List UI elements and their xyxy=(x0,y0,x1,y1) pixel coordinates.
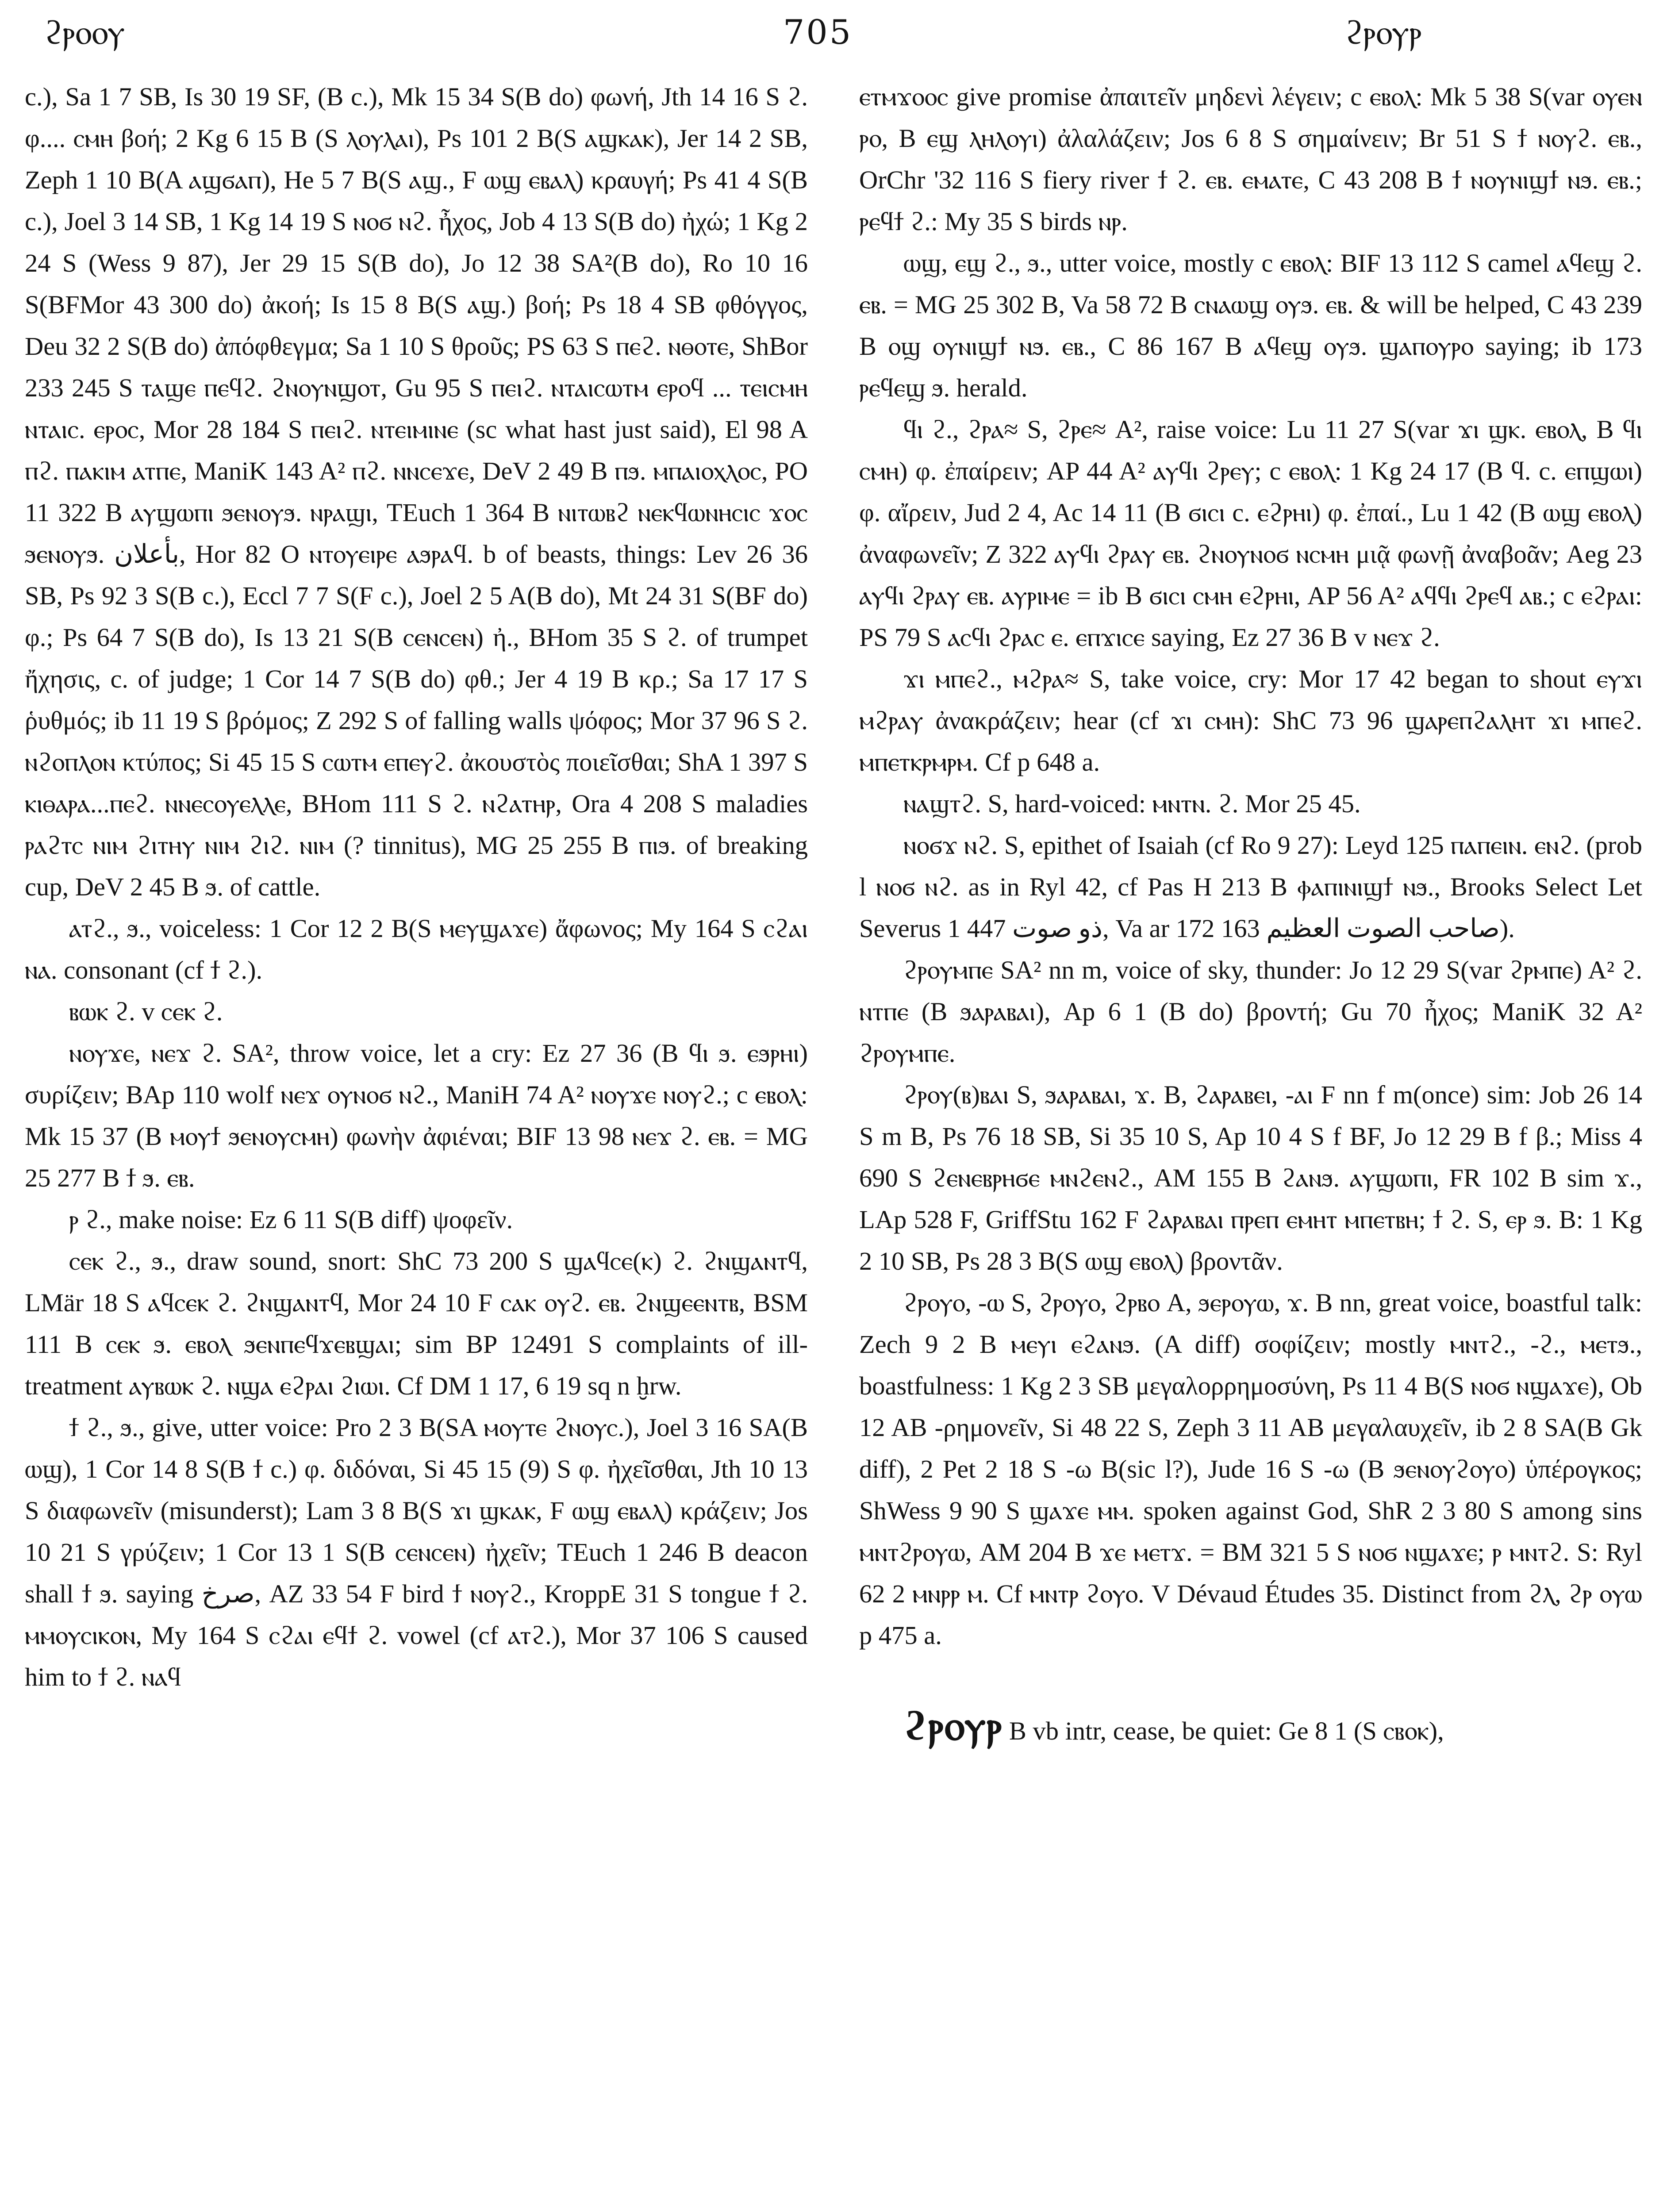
entry-paragraph: ⲣ ϩ., make noise: Ez 6 11 S(B diff) ψοφεῖν. xyxy=(69,1205,513,1234)
entry-definition: B vb intr, cease, be quiet: Ge 8 1 (S ⲥⲃⲟⲕ), xyxy=(1009,1717,1444,1745)
entry-paragraph: ⲥⲉⲕ ϩ., ϧ., draw sound, snort: ShC 73 200 S ϣⲁϥⲥⲉ(ⲕ) ϩ. ϩⲛϣⲁⲛⲧϥ, LMär 18 S ⲁϥⲥⲉⲕ ϩ. ϩⲛϣⲁⲛⲧϥ, Mor 24 10 F ⲥⲁⲕ ⲟⲩϩ. ⲉⲃ. ϩⲛϣⲉⲉⲛⲧⲃ, BSM 111 B ⲥⲉⲕ ϧ. ⲉⲃⲟⲗ ϧⲉⲛⲡⲉϥϫⲉⲃϣⲁⲓ; sim BP 12491 S complaints of ill-treatment ⲁⲩⲃⲱⲕ ϩ. ⲛϣⲁ ⲉϩⲣⲁⲓ ϩⲓⲱⲓ. Cf DM 1 17, 6 19 sq n ḫrw. xyxy=(25,1247,808,1400)
entry-paragraph: ϩⲣⲟⲩⲙⲡⲉ SA² nn m, voice of sky, thunder: Jo 12 29 S(var ϩⲣⲙⲡⲉ) A² ϩ. ⲛⲧⲡⲉ (B ϧⲁⲣⲁⲃⲁⲓ), Ap 6 1 (B do) βροντή; Gu 70 ἦχος; ManiK 32 A² ϩⲣⲟⲩⲙⲡⲉ. xyxy=(859,956,1642,1068)
entry-paragraph: ϩⲣⲟⲩ(ⲃ)ⲃⲁⲓ S, ϧⲁⲣⲁⲃⲁⲓ, ϫ. B, ϩⲁⲣⲁⲃⲉⲓ, -ⲁⲓ F nn f m(once) sim: Job 26 14 S m B, Ps 76 18 SB, Si 35 10 S, Ap 10 4 S f BF, Jo 12 29 B f β.; Miss 4 690 S ϩⲉⲛⲉⲃⲣⲏϭⲉ ⲙⲛϩⲉⲛϩ., AM 155 B ϩⲁⲛϧ. ⲁⲩϣⲱⲡⲓ, FR 102 B sim ϫ., LAp 528 F, GriffStu 162 F ϩⲁⲣⲁⲃⲁⲓ ⲡⲣⲉⲡ ⲉⲙⲏⲧ ⲙⲡⲉⲧⲃⲏ; ϯ ϩ. S, ⲉⲣ ϧ. B: 1 Kg 2 10 SB, Ps 28 3 B(S ⲱϣ ⲉⲃⲟⲗ) βροντᾶν. xyxy=(859,1080,1642,1275)
entry-paragraph: ⲛⲁϣⲧϩ. S, hard-voiced: ⲙⲛⲧⲛ. ϩ. Mor 25 45. xyxy=(903,789,1361,818)
entry-paragraph: ⲱϣ, ⲉϣ ϩ., ϧ., utter voice, mostly c ⲉⲃⲟⲗ: BIF 13 112 S camel ⲁϥⲉϣ ϩ. ⲉⲃ. = MG 25 302 B, Va 58 72 B ⲥⲛⲁⲱϣ ⲟⲩϧ. ⲉⲃ. & will be helped, C 43 239 B ⲟϣ ⲟⲩⲛⲓϣϯ ⲛϧ. ⲉⲃ., C 86 167 B ⲁϥⲉϣ ⲟⲩϧ. ϣⲁⲡⲟⲩⲣⲟ saying; ib 173 ⲣⲉϥⲉϣ ϧ. herald. xyxy=(859,249,1642,402)
entry-paragraph: ϥⲓ ϩ., ϩⲣⲁ≈ S, ϩⲣⲉ≈ A², raise voice: Lu 11 27 S(var ϫⲓ ϣⲕ. ⲉⲃⲟⲗ, B ϥⲓ ⲥⲙⲏ) φ. ἐπαίρειν; AP 44 A² ⲁⲩϥⲓ ϩⲣⲉⲩ; c ⲉⲃⲟⲗ: 1 Kg 24 17 (B ϥ. c. ⲉⲡϣⲱⲓ) φ. αἴρειν, Jud 2 4, Ac 14 11 (B ϭⲓⲥⲓ c. ⲉϩⲣⲏⲓ) φ. ἐπαί., Lu 1 42 (B ⲱϣ ⲉⲃⲟⲗ) ἀναφωνεῖν; Z 322 ⲁⲩϥⲓ ϩⲣⲁⲩ ⲉⲃ. ϩⲛⲟⲩⲛⲟϭ ⲛⲥⲙⲏ μιᾷ φωνῇ ἀναβοᾶν; Aeg 23 ⲁⲩϥⲓ ϩⲣⲁⲩ ⲉⲃ. ⲁⲩⲣⲓⲙⲉ = ib B ϭⲓⲥⲓ ⲥⲙⲏ ⲉϩⲣⲏⲓ, AP 56 A² ⲁϥϥⲓ ϩⲣⲉϥ ⲁⲃ.; c ⲉϩⲣⲁⲓ: PS 79 S ⲁⲥϥⲓ ϩⲣⲁⲥ ⲉ. ⲉⲡϫⲓⲥⲉ saying, Ez 27 36 B v ⲛⲉϫ ϩ. xyxy=(859,415,1642,652)
entry-paragraph: c.), Sa 1 7 SB, Is 30 19 SF, (B c.), Mk 15 34 S(B do) φωνή, Jth 14 16 S ϩ. φ.... ⲥⲙⲏ βοή; 2 Kg 6 15 B (S ⲗⲟⲩⲗⲁⲓ), Ps 101 2 B(S ⲁϣⲕⲁⲕ), Jer 14 2 SB, Zeph 1 10 B(A ⲁϣϭⲁⲡ), He 5 7 B(S ⲁϣ., F ⲱϣ ⲉⲃⲁⲗ) κραυγή; Ps 41 4 S(B c.), Joel 3 14 SB, 1 Kg 14 19 S ⲛⲟϭ ⲛϩ. ἦχος, Job 4 13 S(B do) ἠχώ; 1 Kg 2 24 S (Wess 9 87), Jer 29 15 S(B do), Jo 12 38 SA²(B do), Ro 10 16 S(BFMor 43 300 do) ἀκοή; Is 15 8 B(S ⲁϣ.) βοή; Ps 18 4 SB φθόγγος, Deu 32 2 S(B do) ἀπόφθεγμα; Sa 1 10 S θροῦς; PS 63 S ⲡⲉϩ. ⲛⲑⲟⲧⲉ, ShBor 233 245 S ⲧⲁϣⲉ ⲡⲉϥϩ. ϩⲛⲟⲩⲛϣⲟⲧ, Gu 95 S ⲡⲉⲓϩ. ⲛⲧⲁⲓⲥⲱⲧⲙ ⲉⲣⲟϥ ... ⲧⲉⲓⲥⲙⲏ ⲛⲧⲁⲓⲥ. ⲉⲣⲟⲥ, Mor 28 184 S ⲡⲉⲓϩ. ⲛⲧⲉⲓⲙⲓⲛⲉ (sc what hast just said), El 98 A ⲡϩ. ⲡⲁⲕⲓⲙ ⲁⲧⲡⲉ, ManiK 143 A² ⲡϩ. ⲛⲛⲥⲉϫⲉ, DeV 2 49 B ⲡϧ. ⲙⲡⲁⲓⲟⲭⲗⲟⲥ, PO 11 322 B ⲁⲩϣⲱⲡⲓ ϧⲉⲛⲟⲩϧ. ⲛⲣⲁϣⲓ, TEuch 1 364 B ⲛⲓⲧⲱⲃϩ ⲛⲉⲕϥⲱⲛⲏⲥⲓⲥ ϫⲟⲥ ϧⲉⲛⲟⲩϧ. بأعلان, Hor 82 O ⲛⲧⲟⲩⲉⲓⲣⲉ ⲁϧⲣⲁϥ. b of beasts, things: Lev 26 36 SB, Ps 92 3 S(B c.), Eccl 7 7 S(F c.), Joel 2 5 A(B do), Mt 24 31 S(BF do) φ.; Ps 64 7 S(B do), Is 13 21 S(B ⲥⲉⲛⲥⲉⲛ) ἠ., BHom 35 S ϩ. of trumpet ἤχησις, c. of judge; 1 Cor 14 7 S(B do) φθ.; Jer 4 19 B κρ.; Sa 17 17 S ῥυθμός; ib 11 19 S βρόμος; Z 292 S of falling walls ψόφος; Mor 37 96 S ϩ. ⲛϩⲟⲡⲗⲟⲛ κτύπος; Si 45 15 S ⲥⲱⲧⲙ ⲉⲡⲉⲩϩ. ἀκουστὸς ποιεῖσθαι; ShA 1 397 S ⲕⲓⲑⲁⲣⲁ...ⲡⲉϩ. ⲛⲛⲉⲥⲟⲩⲉⲗⲗⲉ, BHom 111 S ϩ. ⲛϩⲁⲧⲏⲣ, Ora 4 208 S maladies ⲣⲁϩⲧⲥ ⲛⲓⲙ ϩⲓⲧⲏⲩ ⲛⲓⲙ ϩⲓϩ. ⲛⲓⲙ (? tinnitus), MG 25 255 B ⲡⲓϧ. of breaking cup, DeV 2 45 B ϧ. of cattle. xyxy=(25,82,808,901)
entry-paragraph: ϩⲣⲟⲩⲟ, -ⲱ S, ϩⲣⲟⲩⲟ, ϩⲣⲃⲟ A, ϧⲉⲣⲟⲩⲱ, ϫ. B nn, great voice, boastful talk: Zech 9 2 B ⲙⲉⲩⲓ ⲉϩⲁⲛϧ. (A diff) σοφίζειν; mostly ⲙⲛⲧϩ., -ϩ., ⲙⲉⲧϧ., boastfulness: 1 Kg 2 3 SB μεγαλορρημοσύνη, Ps 11 4 B(S ⲛⲟϭ ⲛϣⲁϫⲉ), Ob 12 AB -ρημονεῖν, Si 48 22 S, Zeph 3 11 AB μεγαλαυχεῖν, ib 2 8 SA(B Gk diff), 2 Pet 2 18 S -ω B(sic l?), Jude 16 S -ω (B ϧⲉⲛⲟⲩϩⲟⲩⲟ) ὑπέρογκος; ShWess 9 90 S ϣⲁϫⲉ ⲙⲙ. spoken against God, ShR 2 3 80 S among sins ⲙⲛⲧϩⲣⲟⲩⲱ, AM 204 B ϫⲉ ⲙⲉⲧϫ. = BM 321 5 S ⲛⲟϭ ⲛϣⲁϫⲉ; ⲣ ⲙⲛⲧϩ. S: Ryl 62 2 ⲙⲛⲣⲣ ⲙ. Cf ⲙⲛⲧⲣ ϩⲟⲩⲟ. V Dévaud Études 35. Distinct from ϩⲗ, ϩⲣ ⲟⲩⲱ p 475 a. xyxy=(859,1288,1642,1650)
entry-paragraph: ⲁⲧϩ., ϧ., voiceless: 1 Cor 12 2 B(S ⲙⲉⲩϣⲁϫⲉ) ἄφωνος; My 164 S ⲥϩⲁⲓ ⲛⲁ. consonant (cf ϯ ϩ.). xyxy=(25,914,808,984)
entry-paragraph: ⲛⲟϭϫ ⲛϩ. S, epithet of Isaiah (cf Ro 9 27): Leyd 125 ⲡⲁⲡⲉⲓⲛ. ⲉⲛϩ. (prob l ⲛⲟϭ ⲛϩ. as in Ryl 42, cf Pas H 213 B ⲫⲁⲡⲓⲛⲓϣϯ ⲛϧ., Brooks Select Let Severus 1 447 ذو صوت, Va ar 172 163 صاحب الصوت العظيم). xyxy=(859,831,1642,943)
entry-paragraph: ϫⲓ ⲙⲡⲉϩ., ⲙϩⲣⲁ≈ S, take voice, cry: Mor 17 42 began to shout ⲉⲩϫⲓ ⲙϩⲣⲁⲩ ἀνακράζειν; hear (cf ϫⲓ ⲥⲙⲏ): ShC 73 96 ϣⲁⲣⲉⲡϩⲁⲗⲏⲧ ϫⲓ ⲙⲡⲉϩ. ⲙⲡⲉⲧⲕⲣⲙⲣⲙ. Cf p 648 a. xyxy=(859,664,1642,776)
right-column xyxy=(859,76,1642,2212)
entry-headword: ϩⲣⲟⲩⲣ xyxy=(903,1703,1003,1748)
entry-paragraph: ⲃⲱⲕ ϩ. v ⲥⲉⲕ ϩ. xyxy=(69,997,223,1026)
running-head-right: ϩⲣⲟⲩⲣ xyxy=(1345,12,1422,52)
running-head-left: ϩⲣⲟⲟⲩ xyxy=(44,12,125,52)
entry-paragraph: ⲉⲧⲙϫⲟⲟⲥ give promise ἀπαιτεῖν μηδενὶ λέγειν; c ⲉⲃⲟⲗ: Mk 5 38 S(var ⲟⲩⲉⲛ ⲣⲟ, B ⲉϣ ⲗⲏⲗⲟⲩⲓ) ἀλαλάζειν; Jos 6 8 S σημαίνειν; Br 51 S ϯ ⲛⲟⲩϩ. ⲉⲃ., OrChr '32 116 S fiery river ϯ ϩ. ⲉⲃ. ⲉⲙⲁⲧⲉ, C 43 208 B ϯ ⲛⲟⲩⲛⲓϣϯ ⲛϧ. ⲉⲃ.; ⲣⲉϥϯ ϩ.: My 35 S birds ⲛⲣ. xyxy=(859,82,1642,236)
entry-separator xyxy=(859,1656,1642,1705)
page-number: 705 xyxy=(783,12,853,52)
left-column xyxy=(25,76,808,2212)
entry-paragraph: ϯ ϩ., ϧ., give, utter voice: Pro 2 3 B(SA ⲙⲟⲩⲧⲉ ϩⲛⲟⲩⲥ.), Joel 3 16 SA(B ⲱϣ), 1 Cor 14 8 S(B ϯ c.) φ. διδόναι, Si 45 15 (9) S φ. ἠχεῖσθαι, Jth 10 13 S διαφωνεῖν (misunderst); Lam 3 8 B(S ϫⲓ ϣⲕⲁⲕ, F ⲱϣ ⲉⲃⲁⲗ) κράζειν; Jos 10 21 S γρύζειν; 1 Cor 13 1 S(B ⲥⲉⲛⲥⲉⲛ) ἠχεῖν; TEuch 1 246 B deacon shall ϯ ϧ. saying صرخ, AZ 33 54 F bird ϯ ⲛⲟⲩϩ., KroppE 31 S tongue ϯ ϩ. ⲙⲙⲟⲩⲥⲓⲕⲟⲛ, My 164 S ⲥϩⲁⲓ ⲉϥϯ ϩ. vowel (cf ⲁⲧϩ.), Mor 37 106 S caused him to ϯ ϩ. ⲛⲁϥ xyxy=(25,1413,808,1691)
new-entry xyxy=(859,1705,1642,1752)
entry-paragraph: ⲛⲟⲩϫⲉ, ⲛⲉϫ ϩ. SA², throw voice, let a cry: Ez 27 36 (B ϥⲓ ϧ. ⲉϧⲣⲏⲓ) συρίζειν; BAp 110 wolf ⲛⲉϫ ⲟⲩⲛⲟϭ ⲛϩ., ManiH 74 A² ⲛⲟⲩϫⲉ ⲛⲟⲩϩ.; c ⲉⲃⲟⲗ: Mk 15 37 (B ⲙⲟⲩϯ ϧⲉⲛⲟⲩⲥⲙⲏ) φωνὴν ἀφιέναι; BIF 13 98 ⲛⲉϫ ϩ. ⲉⲃ. = MG 25 277 B ϯ ϧ. ⲉⲃ. xyxy=(25,1039,808,1192)
